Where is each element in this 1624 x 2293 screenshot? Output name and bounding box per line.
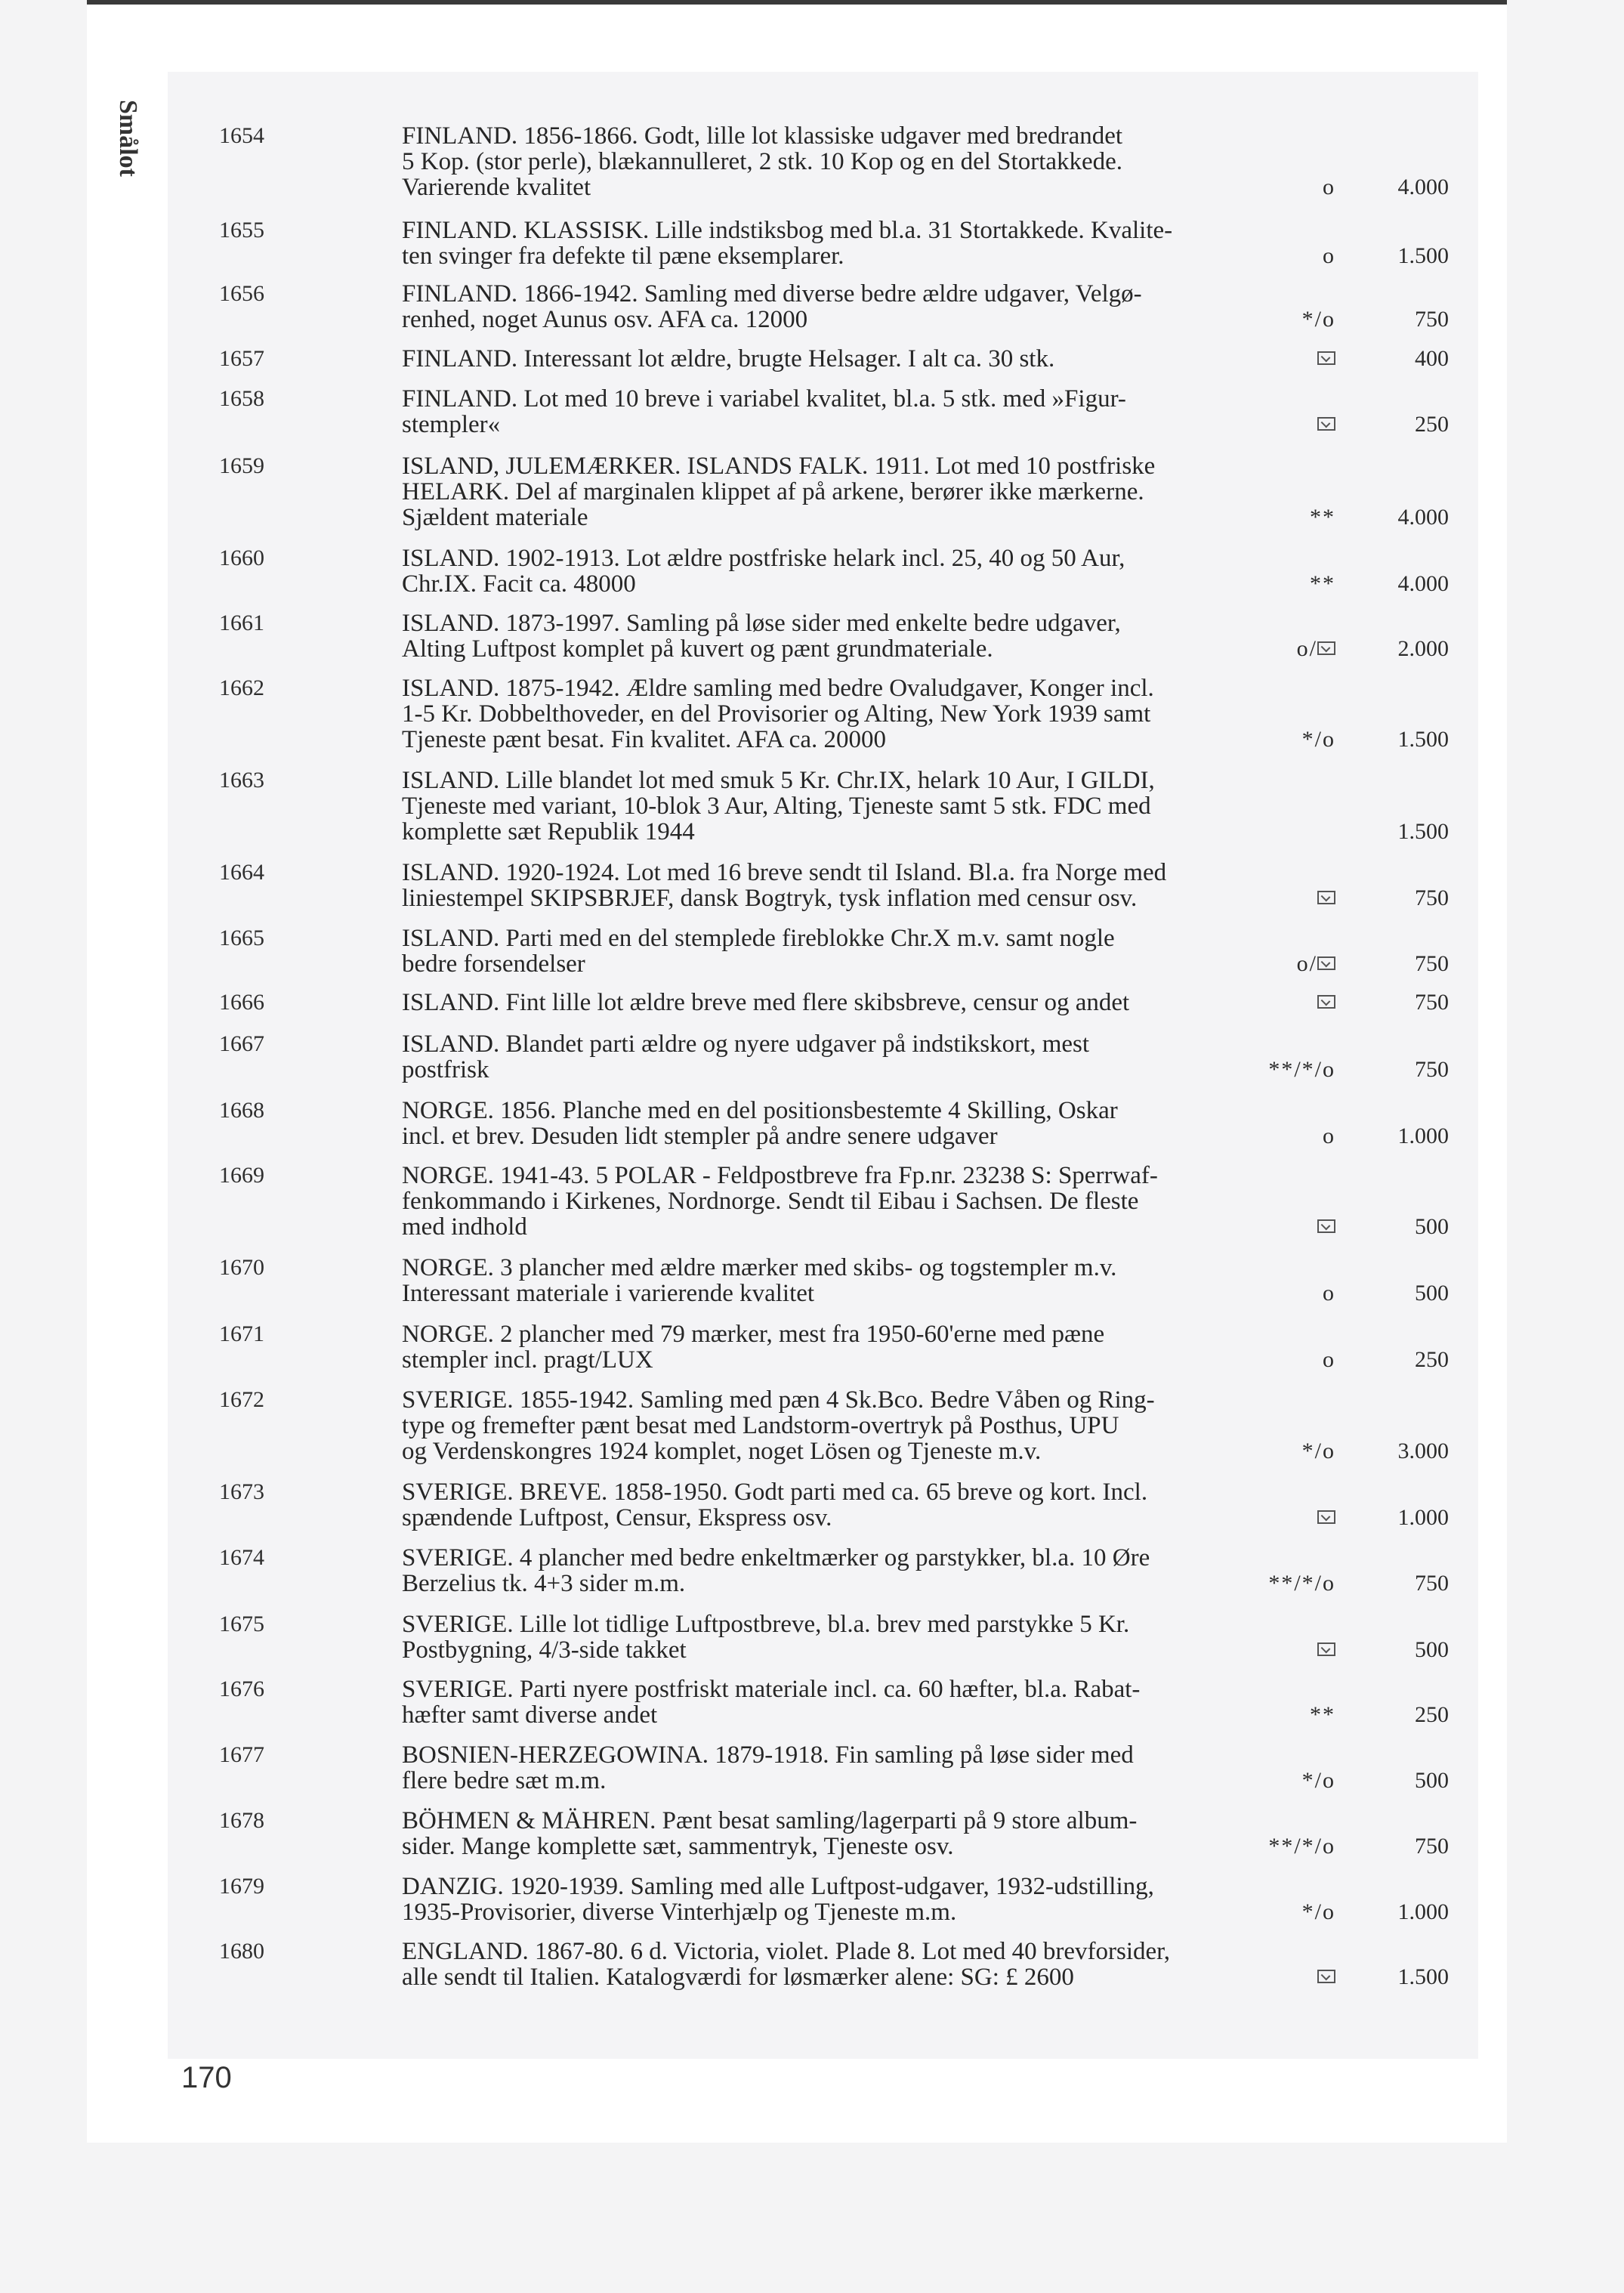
lot-price: 750: [1415, 1834, 1449, 1859]
lot-price: 4.000: [1397, 505, 1449, 530]
condition-text: o/: [1296, 636, 1317, 661]
lot-price: 750: [1415, 1571, 1449, 1596]
lot-condition: [1215, 636, 1335, 662]
lot-description: [402, 386, 1240, 437]
lot-price: 250: [1415, 412, 1449, 437]
lot-condition: [1215, 307, 1335, 332]
lot-condition: [1215, 1347, 1335, 1373]
page-number: 170: [181, 2061, 232, 2094]
lot-condition: [1215, 1281, 1335, 1306]
lot-condition: [1215, 1505, 1335, 1531]
lot-description-line: stempler«: [402, 411, 501, 438]
lot-number: 1657: [219, 346, 264, 371]
lot-condition: [1215, 990, 1335, 1015]
condition-text: o: [1323, 175, 1335, 199]
lot-condition: [1215, 412, 1335, 437]
lot-description: [402, 453, 1240, 530]
envelope-icon: [1317, 1642, 1335, 1656]
lot-number: 1665: [219, 926, 264, 950]
lot-description-line: NORGE. 1941-43. 5 POLAR - Feldpostbreve fra Fp.nr. 23238 S: Sperrwaf-: [402, 1162, 1158, 1189]
lot-number: 1669: [219, 1163, 264, 1188]
lot-condition: [1215, 1768, 1335, 1794]
lot-description-line: FINLAND. Lot med 10 breve i variabel kvalitet, bl.a. 5 stk. med »Figur-: [402, 385, 1126, 413]
lot-description: [402, 1098, 1240, 1149]
lot-description: [402, 610, 1240, 662]
lot-description-line: SVERIGE. BREVE. 1858-1950. Godt parti med ca. 65 breve og kort. Incl.: [402, 1479, 1148, 1506]
lot-description: [402, 1545, 1240, 1596]
lot-description-line: Alting Luftpost komplet på kuvert og pænt grundmateriale.: [402, 635, 993, 663]
lot-description-line: type og fremefter pænt besat med Landstorm-overtryk på Posthus, UPU: [402, 1412, 1119, 1439]
lot-description-line: NORGE. 1856. Planche med en del positionsbestemte 4 Skilling, Oskar: [402, 1097, 1118, 1124]
lot-description-line: Tjeneste pænt besat. Fin kvalitet. AFA ca. 20000: [402, 726, 886, 753]
lot-number: 1658: [219, 386, 264, 411]
lot-description-line: ISLAND. Blandet parti ældre og nyere udgaver på indstikskort, mest: [402, 1031, 1090, 1058]
lot-description: [402, 1321, 1240, 1373]
lot-price: 750: [1415, 951, 1449, 976]
envelope-icon: [1317, 417, 1335, 431]
envelope-icon: [1317, 956, 1335, 970]
lot-description: [402, 123, 1240, 200]
lot-description-line: stempler incl. pragt/LUX: [402, 1346, 653, 1374]
lot-description-line: ISLAND, JULEMÆRKER. ISLANDS FALK. 1911. Lot med 10 postfriske: [402, 453, 1156, 480]
condition-text: **/*/o: [1268, 1571, 1335, 1596]
lot-description-line: hæfter samt diverse andet: [402, 1701, 658, 1729]
lot-description-line: BOSNIEN-HERZEGOWINA. 1879-1918. Fin samling på løse sider med: [402, 1741, 1134, 1769]
lot-description-line: og Verdenskongres 1924 komplet, noget Lösen og Tjeneste m.v.: [402, 1438, 1042, 1465]
condition-text: o: [1323, 1123, 1335, 1148]
lot-number: 1672: [219, 1387, 264, 1412]
lot-description: [402, 346, 1240, 372]
lot-price: 3.000: [1397, 1439, 1449, 1463]
lot-description-line: Sjældent materiale: [402, 504, 588, 531]
lot-description: [402, 1742, 1240, 1794]
envelope-icon: [1317, 1219, 1335, 1233]
lot-description-line: ISLAND. Lille blandet lot med smuk 5 Kr. Chr.IX, helark 10 Aur, I GILDI,: [402, 767, 1155, 794]
lot-description-line: 1-5 Kr. Dobbelthoveder, en del Provisorier og Alting, New York 1939 samt: [402, 700, 1151, 728]
lot-number: 1674: [219, 1545, 264, 1570]
lot-condition: [1215, 1834, 1335, 1859]
lot-description-line: flere bedre sæt m.m.: [402, 1767, 607, 1794]
lot-price: 4.000: [1397, 175, 1449, 199]
lot-description-line: ISLAND. 1873-1997. Samling på løse sider med enkelte bedre udgaver,: [402, 610, 1121, 637]
lot-description-line: FINLAND. KLASSISK. Lille indstiksbog med bl.a. 31 Stortakkede. Kvalite-: [402, 217, 1173, 244]
lot-description-line: ISLAND. 1902-1913. Lot ældre postfriske helark incl. 25, 40 og 50 Aur,: [402, 545, 1125, 572]
lot-description: [402, 1163, 1240, 1240]
lot-description: [402, 1676, 1240, 1728]
condition-text: o: [1323, 243, 1335, 268]
lot-number: 1671: [219, 1321, 264, 1346]
lot-description: [402, 675, 1240, 752]
lot-description-line: 5 Kop. (stor perle), blækannulleret, 2 stk. 10 Kop og en del Stortakkede.: [402, 148, 1123, 175]
condition-text: **: [1310, 571, 1335, 596]
lot-description-line: SVERIGE. 1855-1942. Samling med pæn 4 Sk.Bco. Bedre Våben og Ring-: [402, 1386, 1155, 1414]
lot-condition: [1215, 505, 1335, 530]
condition-text: **: [1310, 1702, 1335, 1727]
lot-condition: [1215, 1899, 1335, 1925]
lot-description-line: Berzelius tk. 4+3 sider m.m.: [402, 1570, 686, 1597]
lot-price: 1.000: [1397, 1123, 1449, 1148]
lot-price: 500: [1415, 1768, 1449, 1793]
lot-price: 1.500: [1397, 243, 1449, 268]
lot-description-line: ENGLAND. 1867-80. 6 d. Victoria, violet. Plade 8. Lot med 40 brevforsider,: [402, 1938, 1171, 1965]
lot-description: [402, 281, 1240, 332]
lot-price: 1.000: [1397, 1505, 1449, 1530]
lot-price: 250: [1415, 1702, 1449, 1727]
condition-text: */o: [1301, 307, 1335, 332]
lot-description-line: FINLAND. 1866-1942. Samling med diverse bedre ældre udgaver, Velgø-: [402, 280, 1142, 307]
lot-price: 1.500: [1397, 819, 1449, 844]
lot-condition: [1215, 571, 1335, 597]
lot-description-line: incl. et brev. Desuden lidt stempler på andre senere udgaver: [402, 1123, 998, 1150]
lot-description: [402, 1808, 1240, 1859]
lot-number: 1663: [219, 768, 264, 793]
lot-condition: [1215, 1637, 1335, 1663]
condition-text: */o: [1301, 1768, 1335, 1793]
lot-description-line: Postbygning, 4/3-side takket: [402, 1636, 687, 1664]
lot-number: 1659: [219, 453, 264, 478]
lot-number: 1670: [219, 1255, 264, 1280]
lot-condition: [1215, 1571, 1335, 1596]
lot-price: 500: [1415, 1214, 1449, 1239]
lot-condition: [1215, 1964, 1335, 1990]
lot-price: 750: [1415, 885, 1449, 910]
lot-description: [402, 860, 1240, 911]
envelope-icon: [1317, 641, 1335, 655]
lot-condition: [1215, 727, 1335, 752]
lot-condition: [1215, 885, 1335, 911]
lot-number: 1668: [219, 1098, 264, 1123]
lot-price: 750: [1415, 990, 1449, 1015]
lot-description-line: SVERIGE. Lille lot tidlige Luftpostbreve, bl.a. brev med parstykke 5 Kr.: [402, 1611, 1130, 1638]
lot-condition: [1215, 1214, 1335, 1240]
lot-number: 1656: [219, 281, 264, 306]
lot-number: 1680: [219, 1939, 264, 1964]
lot-condition: [1215, 243, 1335, 269]
lot-description-line: renhed, noget Aunus osv. AFA ca. 12000: [402, 306, 808, 333]
lot-number: 1662: [219, 675, 264, 700]
lot-description-line: NORGE. 3 plancher med ældre mærker med skibs- og togstempler m.v.: [402, 1254, 1117, 1281]
lot-description-line: fenkommando i Kirkenes, Nordnorge. Sendt til Eibau i Sachsen. De fleste: [402, 1188, 1139, 1215]
lot-number: 1679: [219, 1874, 264, 1899]
lot-description-line: SVERIGE. Parti nyere postfriskt materiale incl. ca. 60 hæfter, bl.a. Rabat-: [402, 1676, 1141, 1703]
lot-description-line: komplette sæt Republik 1944: [402, 818, 695, 845]
envelope-icon: [1317, 995, 1335, 1009]
lot-price: 500: [1415, 1281, 1449, 1306]
lot-price: 2.000: [1397, 636, 1449, 661]
lot-price: 500: [1415, 1637, 1449, 1662]
lot-condition: [1215, 1439, 1335, 1464]
condition-text: */o: [1301, 1899, 1335, 1924]
lot-price: 250: [1415, 1347, 1449, 1372]
lot-description-line: FINLAND. 1856-1866. Godt, lille lot klassiske udgaver med bredrandet: [402, 122, 1123, 150]
lot-condition: [1215, 1057, 1335, 1083]
lot-description-line: ten svinger fra defekte til pæne eksemplarer.: [402, 243, 844, 270]
envelope-icon: [1317, 1510, 1335, 1524]
lot-description-line: alle sendt til Italien. Katalogværdi for løsmærker alene: SG: £ 2600: [402, 1964, 1074, 1991]
lot-description: [402, 1387, 1240, 1464]
lot-description: [402, 218, 1240, 269]
lot-description: [402, 990, 1240, 1015]
condition-text: o: [1323, 1347, 1335, 1372]
lot-condition: [1215, 175, 1335, 200]
envelope-icon: [1317, 891, 1335, 904]
lot-description: [402, 1479, 1240, 1531]
lot-number: 1677: [219, 1742, 264, 1767]
lot-description-line: ISLAND. 1875-1942. Ældre samling med bedre Ovaludgaver, Konger incl.: [402, 675, 1154, 702]
section-title: Smålot: [114, 100, 142, 177]
lot-number: 1660: [219, 545, 264, 570]
lot-description: [402, 926, 1240, 977]
lot-description-line: ISLAND. Fint lille lot ældre breve med flere skibsbreve, censur og andet: [402, 989, 1130, 1016]
lot-description-line: Varierende kvalitet: [402, 174, 591, 201]
lot-description: [402, 1031, 1240, 1083]
condition-text: o/: [1296, 951, 1317, 976]
lot-condition: [1215, 1123, 1335, 1149]
lot-description-line: sider. Mange komplette sæt, sammentryk, Tjeneste osv.: [402, 1833, 954, 1860]
lot-number: 1664: [219, 860, 264, 885]
lot-description: [402, 1612, 1240, 1663]
lot-description-line: NORGE. 2 plancher med 79 mærker, mest fra 1950-60'erne med pæne: [402, 1321, 1105, 1348]
lot-condition: [1215, 346, 1335, 372]
lot-number: 1673: [219, 1479, 264, 1504]
lot-condition: [1215, 951, 1335, 977]
lot-description-line: med indhold: [402, 1213, 527, 1241]
lot-number: 1655: [219, 218, 264, 243]
lot-number: 1676: [219, 1676, 264, 1701]
lot-price: 400: [1415, 346, 1449, 371]
lot-price: 1.500: [1397, 1964, 1449, 1989]
lot-description: [402, 768, 1240, 845]
lot-description-line: SVERIGE. 4 plancher med bedre enkeltmærker og parstykker, bl.a. 10 Øre: [402, 1544, 1150, 1571]
lot-description-line: ISLAND. 1920-1924. Lot med 16 breve sendt til Island. Bl.a. fra Norge med: [402, 859, 1167, 886]
lot-price: 1.500: [1397, 727, 1449, 752]
lot-description-line: postfrisk: [402, 1056, 489, 1083]
lot-description-line: FINLAND. Interessant lot ældre, brugte Helsager. I alt ca. 30 stk.: [402, 345, 1055, 372]
lot-description-line: ISLAND. Parti med en del stemplede fireblokke Chr.X m.v. samt nogle: [402, 925, 1115, 952]
lot-description-line: BÖHMEN & MÄHREN. Pænt besat samling/lagerparti på 9 store album-: [402, 1807, 1138, 1834]
condition-text: */o: [1301, 727, 1335, 752]
lot-number: 1654: [219, 123, 264, 148]
lot-description-line: Interessant materiale i varierende kvalitet: [402, 1280, 815, 1307]
lot-price: 750: [1415, 307, 1449, 332]
lot-description-line: bedre forsendelser: [402, 950, 585, 978]
condition-text: o: [1323, 1281, 1335, 1306]
envelope-icon: [1317, 1970, 1335, 1983]
lot-description-line: spændende Luftpost, Censur, Ekspress osv.: [402, 1504, 832, 1531]
lot-description: [402, 1874, 1240, 1925]
lot-number: 1661: [219, 610, 264, 635]
lot-description: [402, 1255, 1240, 1306]
lot-description-line: Tjeneste med variant, 10-blok 3 Aur, Alting, Tjeneste samt 5 stk. FDC med: [402, 793, 1151, 820]
lot-description: [402, 1939, 1240, 1990]
lot-description: [402, 545, 1240, 597]
lot-price: 4.000: [1397, 571, 1449, 596]
lot-description-line: DANZIG. 1920-1939. Samling med alle Luftpost-udgaver, 1932-udstilling,: [402, 1873, 1154, 1900]
lot-number: 1666: [219, 990, 264, 1015]
condition-text: **/*/o: [1268, 1834, 1335, 1859]
lot-number: 1678: [219, 1808, 264, 1833]
lot-price: 1.000: [1397, 1899, 1449, 1924]
condition-text: */o: [1301, 1439, 1335, 1463]
lot-description-line: liniestempel SKIPSBRJEF, dansk Bogtryk, tysk inflation med censur osv.: [402, 885, 1138, 912]
lot-description-line: 1935-Provisorier, diverse Vinterhjælp og Tjeneste m.m.: [402, 1899, 957, 1926]
lot-number: 1675: [219, 1612, 264, 1636]
condition-text: **/*/o: [1268, 1057, 1335, 1082]
lot-description-line: HELARK. Del af marginalen klippet af på arkene, berører ikke mærkerne.: [402, 478, 1144, 505]
lot-price: 750: [1415, 1057, 1449, 1082]
lot-condition: [1215, 1702, 1335, 1728]
lot-number: 1667: [219, 1031, 264, 1056]
condition-text: **: [1310, 505, 1335, 530]
envelope-icon: [1317, 351, 1335, 365]
lot-description-line: Chr.IX. Facit ca. 48000: [402, 570, 636, 598]
